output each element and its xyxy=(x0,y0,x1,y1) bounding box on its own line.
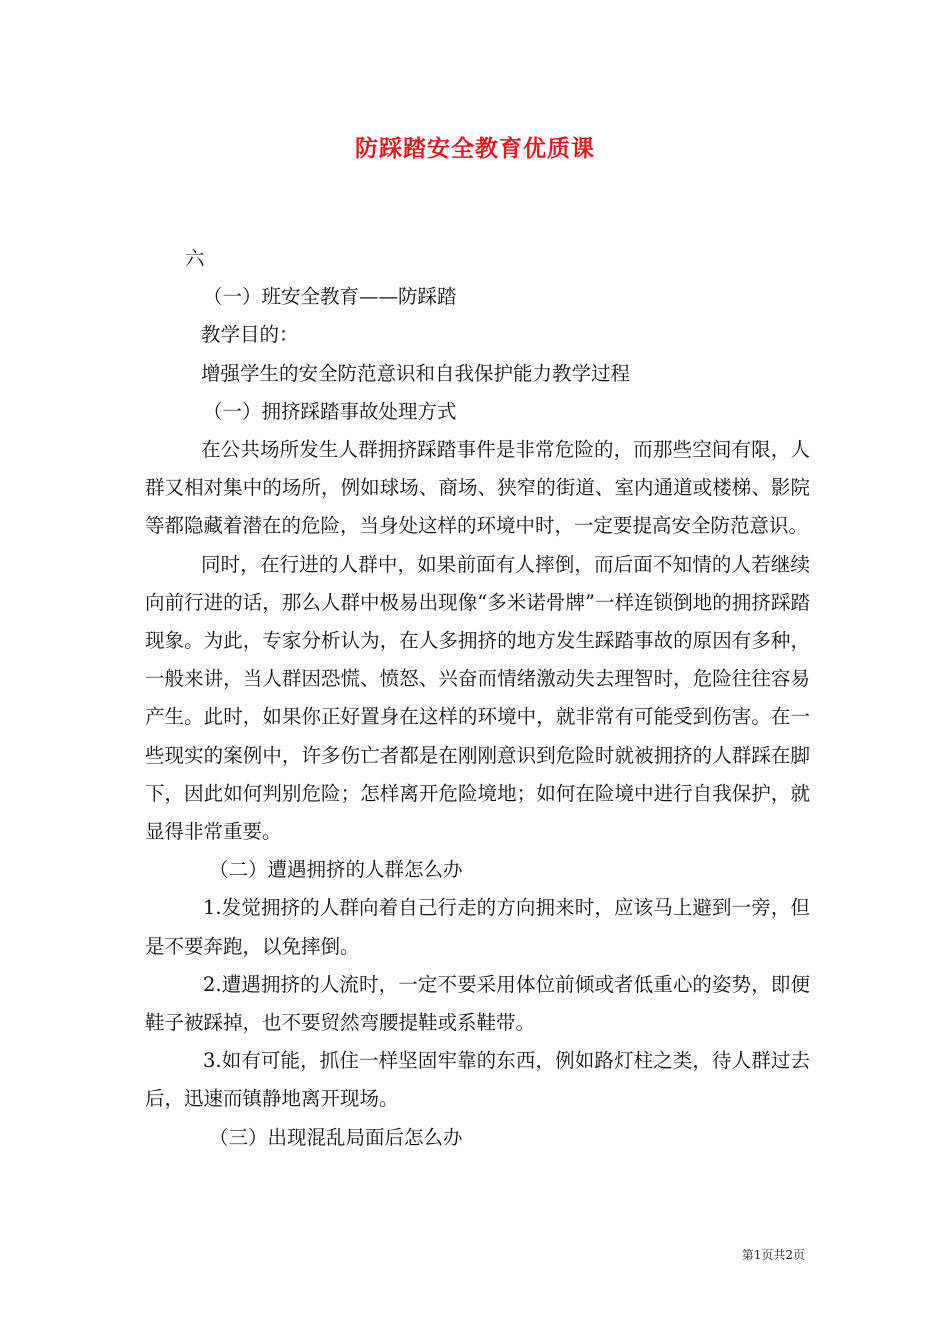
list-item-1: 1.发觉拥挤的人群向着自己行走的方向拥来时，应该马上避到一旁，但是不要奔跑，以免摔倒。 xyxy=(145,896,810,958)
heading-section-3: （三）出现混乱局面后怎么办 xyxy=(209,1125,463,1149)
paragraph-body-2: 同时，在行进的人群中，如果前面有人摔倒，而后面不知情的人若继续向前行进的话，那么人群中极易出现像“多米诺骨牌”一样连锁倒地的拥挤踩踏现象。为此，专家分析认为，在人多拥挤的地方发生踩踏事故的原因有多种，一般来讲，当人群因恐慌、愤怒、兴奋而情绪激动失去理智时，危险往往容易产生。此时，如果你正好置身在这样的环境中，就非常有可能受到伤害。在一些现实的案例中，许多伤亡者都是在刚刚意识到危险时就被拥挤的人群踩在脚下，因此如何判别危险；怎样离开危险境地；如何在险境中进行自我保护，就显得非常重要。 xyxy=(145,552,810,844)
paragraph-section-number: 六 xyxy=(185,247,205,270)
document-body xyxy=(145,240,810,1157)
page-number-label: 第1页共2页 xyxy=(741,1248,805,1262)
page-number-footer xyxy=(0,1246,805,1263)
heading-section-2: （二）遭遇拥挤的人群怎么办 xyxy=(209,858,463,882)
paragraph-teaching-goal: 增强学生的安全防范意识和自我保护能力教学过程 xyxy=(201,361,631,385)
paragraph-teaching-goal-label: 教学目的： xyxy=(201,323,299,347)
heading-section-1: （一）拥挤踩踏事故处理方式 xyxy=(203,399,457,423)
paragraph-class-heading: （一）班安全教育——防踩踏 xyxy=(203,285,457,309)
document-title: 防踩踏安全教育优质课 xyxy=(355,135,595,162)
list-item-3: 3.如有可能，抓住一样坚固牢靠的东西，例如路灯柱之类，待人群过去后，迅速而镇静地离开现场。 xyxy=(145,1049,810,1111)
paragraph-body-1: 在公共场所发生人群拥挤踩踏事件是非常危险的，而那些空间有限，人群又相对集中的场所，例如球场、商场、狭窄的街道、室内通道或楼梯、影院等都隐藏着潜在的危险，当身处这样的环境中时，一定要提高安全防范意识。 xyxy=(145,438,810,538)
list-item-2: 2.遭遇拥挤的人流时，一定不要采用体位前倾或者低重心的姿势，即便鞋子被踩掉，也不要贸然弯腰提鞋或系鞋带。 xyxy=(145,972,810,1035)
